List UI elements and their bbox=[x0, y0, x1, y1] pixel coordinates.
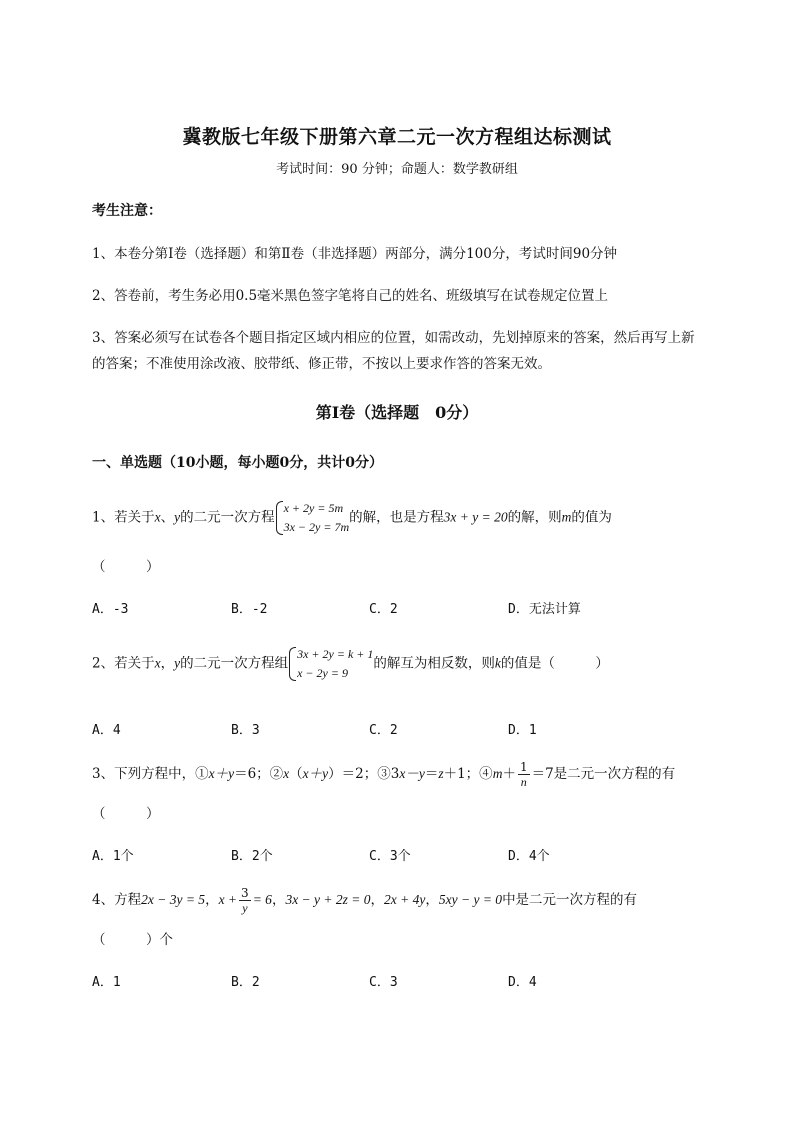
q2-option-d[interactable]: D．1 bbox=[508, 723, 537, 738]
question-2 bbox=[92, 645, 609, 683]
q3-text-e: ＝ bbox=[424, 766, 439, 782]
q2-eq2: x − 2y = 9 bbox=[297, 666, 348, 680]
q4-eq5: 5xy − y = 0 bbox=[438, 892, 503, 907]
q2-var-y: y bbox=[174, 655, 181, 671]
q2-option-a[interactable]: A．4 bbox=[92, 723, 121, 738]
notice-item-3-line-2: 的答案；不准使用涂改液、胶带纸、修正带，不按以上要求作答的答案无效。 bbox=[92, 356, 551, 372]
q1-mid: 的二元一次方程 bbox=[180, 509, 275, 526]
q4-eq1: 2x − 3y = 5 bbox=[141, 892, 206, 907]
q4-frac-num: 3 bbox=[241, 886, 249, 900]
q4-fraction bbox=[239, 886, 251, 915]
q4-comma-4: ， bbox=[425, 892, 439, 908]
section-title: 第Ⅰ卷（选择题 0分） bbox=[315, 403, 479, 422]
notice-item-2: 2、答卷前，考生务必用0.5毫米黑色签字笔将自己的姓名、班级填写在试卷规定位置上 bbox=[92, 288, 609, 304]
q3-text-h: ＝7是二元一次方程的有 bbox=[531, 766, 676, 782]
q3-text-b: ＝6；② bbox=[234, 766, 284, 782]
q1-var-m: m bbox=[561, 509, 572, 525]
q4-frac-den: y bbox=[242, 901, 248, 915]
q1-option-a[interactable]: A．-3 bbox=[92, 602, 129, 617]
q3-text-a: 3、下列方程中，① bbox=[92, 766, 209, 782]
q1-option-c[interactable]: C．2 bbox=[369, 602, 398, 617]
question-3 bbox=[92, 760, 675, 789]
q4-eq2a: x + bbox=[218, 892, 238, 907]
q3-option-b[interactable]: B．2个 bbox=[231, 849, 273, 864]
q3-expr-1: x＋y bbox=[208, 766, 235, 781]
q3-text-c: （ bbox=[289, 766, 303, 782]
exam-subtitle: 考试时间：90 分钟；命题人：数学教研组 bbox=[276, 162, 518, 177]
q1-equation-system bbox=[275, 499, 350, 537]
q3-expr-2a: x bbox=[283, 766, 290, 781]
q4-option-a[interactable]: A．1 bbox=[92, 975, 121, 990]
part-heading: 一、单选题（10小题，每小题0分，共计0分） bbox=[92, 455, 383, 471]
q4-answer-paren: （ ）个 bbox=[92, 932, 173, 948]
q3-option-a[interactable]: A．1个 bbox=[92, 849, 134, 864]
q3-fraction bbox=[518, 760, 530, 789]
q4-option-d[interactable]: D．4 bbox=[508, 975, 537, 990]
q2-option-b[interactable]: B．3 bbox=[231, 723, 260, 738]
q4-eq4: 2x + 4y bbox=[384, 892, 426, 907]
q2-var-k: k bbox=[494, 655, 501, 671]
q4-eq2b: = 6 bbox=[252, 892, 272, 907]
q1-option-d[interactable]: D．无法计算 bbox=[508, 602, 581, 617]
q2-prefix: 2、若关于 bbox=[92, 655, 155, 672]
q1-eq3: 3x + y = 20 bbox=[443, 509, 508, 525]
q3-expr-3: x－y bbox=[399, 766, 425, 781]
q3-answer-paren: （ ） bbox=[92, 806, 160, 822]
q1-mid3: 的解，则 bbox=[507, 509, 562, 526]
question-1 bbox=[92, 499, 612, 537]
q1-var-y: y bbox=[174, 509, 181, 525]
q2-suffix: 的值是（ ） bbox=[500, 655, 609, 672]
q4-comma-1: ， bbox=[205, 892, 219, 908]
q2-eq1: 3x + 2y = k + 1 bbox=[297, 647, 374, 661]
q2-var-x: x bbox=[154, 655, 161, 671]
q4-eq3: 3x − y + 2z = 0 bbox=[285, 892, 371, 907]
q3-option-d[interactable]: D．4个 bbox=[508, 849, 550, 864]
q3-frac-num: 1 bbox=[519, 760, 528, 774]
q4-suffix: 中是二元一次方程的有 bbox=[502, 892, 638, 908]
q3-frac-den: n bbox=[520, 775, 527, 789]
exam-title: 冀教版七年级下册第六章二元一次方程组达标测试 bbox=[182, 126, 612, 148]
q3-expr-4: m bbox=[492, 766, 503, 781]
q3-expr-2b: x＋y bbox=[302, 766, 329, 781]
q4-option-b[interactable]: B．2 bbox=[231, 975, 260, 990]
q4-option-c[interactable]: C．3 bbox=[369, 975, 398, 990]
q4-comma-2: ， bbox=[271, 892, 286, 908]
q2-option-c[interactable]: C．2 bbox=[369, 723, 398, 738]
q3-text-d: ）＝2；③3 bbox=[328, 766, 400, 782]
q1-var-x: x bbox=[154, 509, 161, 525]
q2-mid: 的二元一次方程组 bbox=[180, 655, 289, 672]
q2-sep: ， bbox=[160, 655, 175, 672]
notice-item-3-line-1: 3、答案必须写在试卷各个题目指定区域内相应的位置，如需改动，先划掉原来的答案，然后再写上新 bbox=[92, 330, 695, 346]
q1-suffix: 的值为 bbox=[571, 509, 612, 526]
q2-equation-system bbox=[288, 645, 373, 683]
q3-text-f: ＋1；④ bbox=[443, 766, 493, 782]
q1-option-b[interactable]: B．-2 bbox=[231, 602, 268, 617]
q1-eq2: 3x − 2y = 7m bbox=[283, 520, 350, 534]
q1-prefix: 1、若关于 bbox=[92, 509, 155, 526]
notice-heading: 考生注意： bbox=[92, 203, 162, 219]
q3-expr-3b: z bbox=[438, 766, 444, 781]
q1-sep: 、 bbox=[160, 509, 175, 526]
q2-mid2: 的解互为相反数，则 bbox=[373, 655, 495, 672]
q1-mid2: 的解，也是方程 bbox=[349, 509, 444, 526]
q3-option-c[interactable]: C．3个 bbox=[369, 849, 411, 864]
q3-text-g: ＋ bbox=[502, 766, 516, 782]
q1-answer-paren: （ ） bbox=[92, 559, 160, 575]
q4-comma-3: ， bbox=[370, 892, 385, 908]
q1-eq1: x + 2y = 5m bbox=[283, 501, 344, 515]
notice-item-1: 1、本卷分第Ⅰ卷（选择题）和第Ⅱ卷（非选择题）两部分，满分100分，考试时间90分钟 bbox=[92, 246, 618, 262]
question-4 bbox=[92, 886, 637, 915]
q4-prefix: 4、方程 bbox=[92, 892, 142, 908]
